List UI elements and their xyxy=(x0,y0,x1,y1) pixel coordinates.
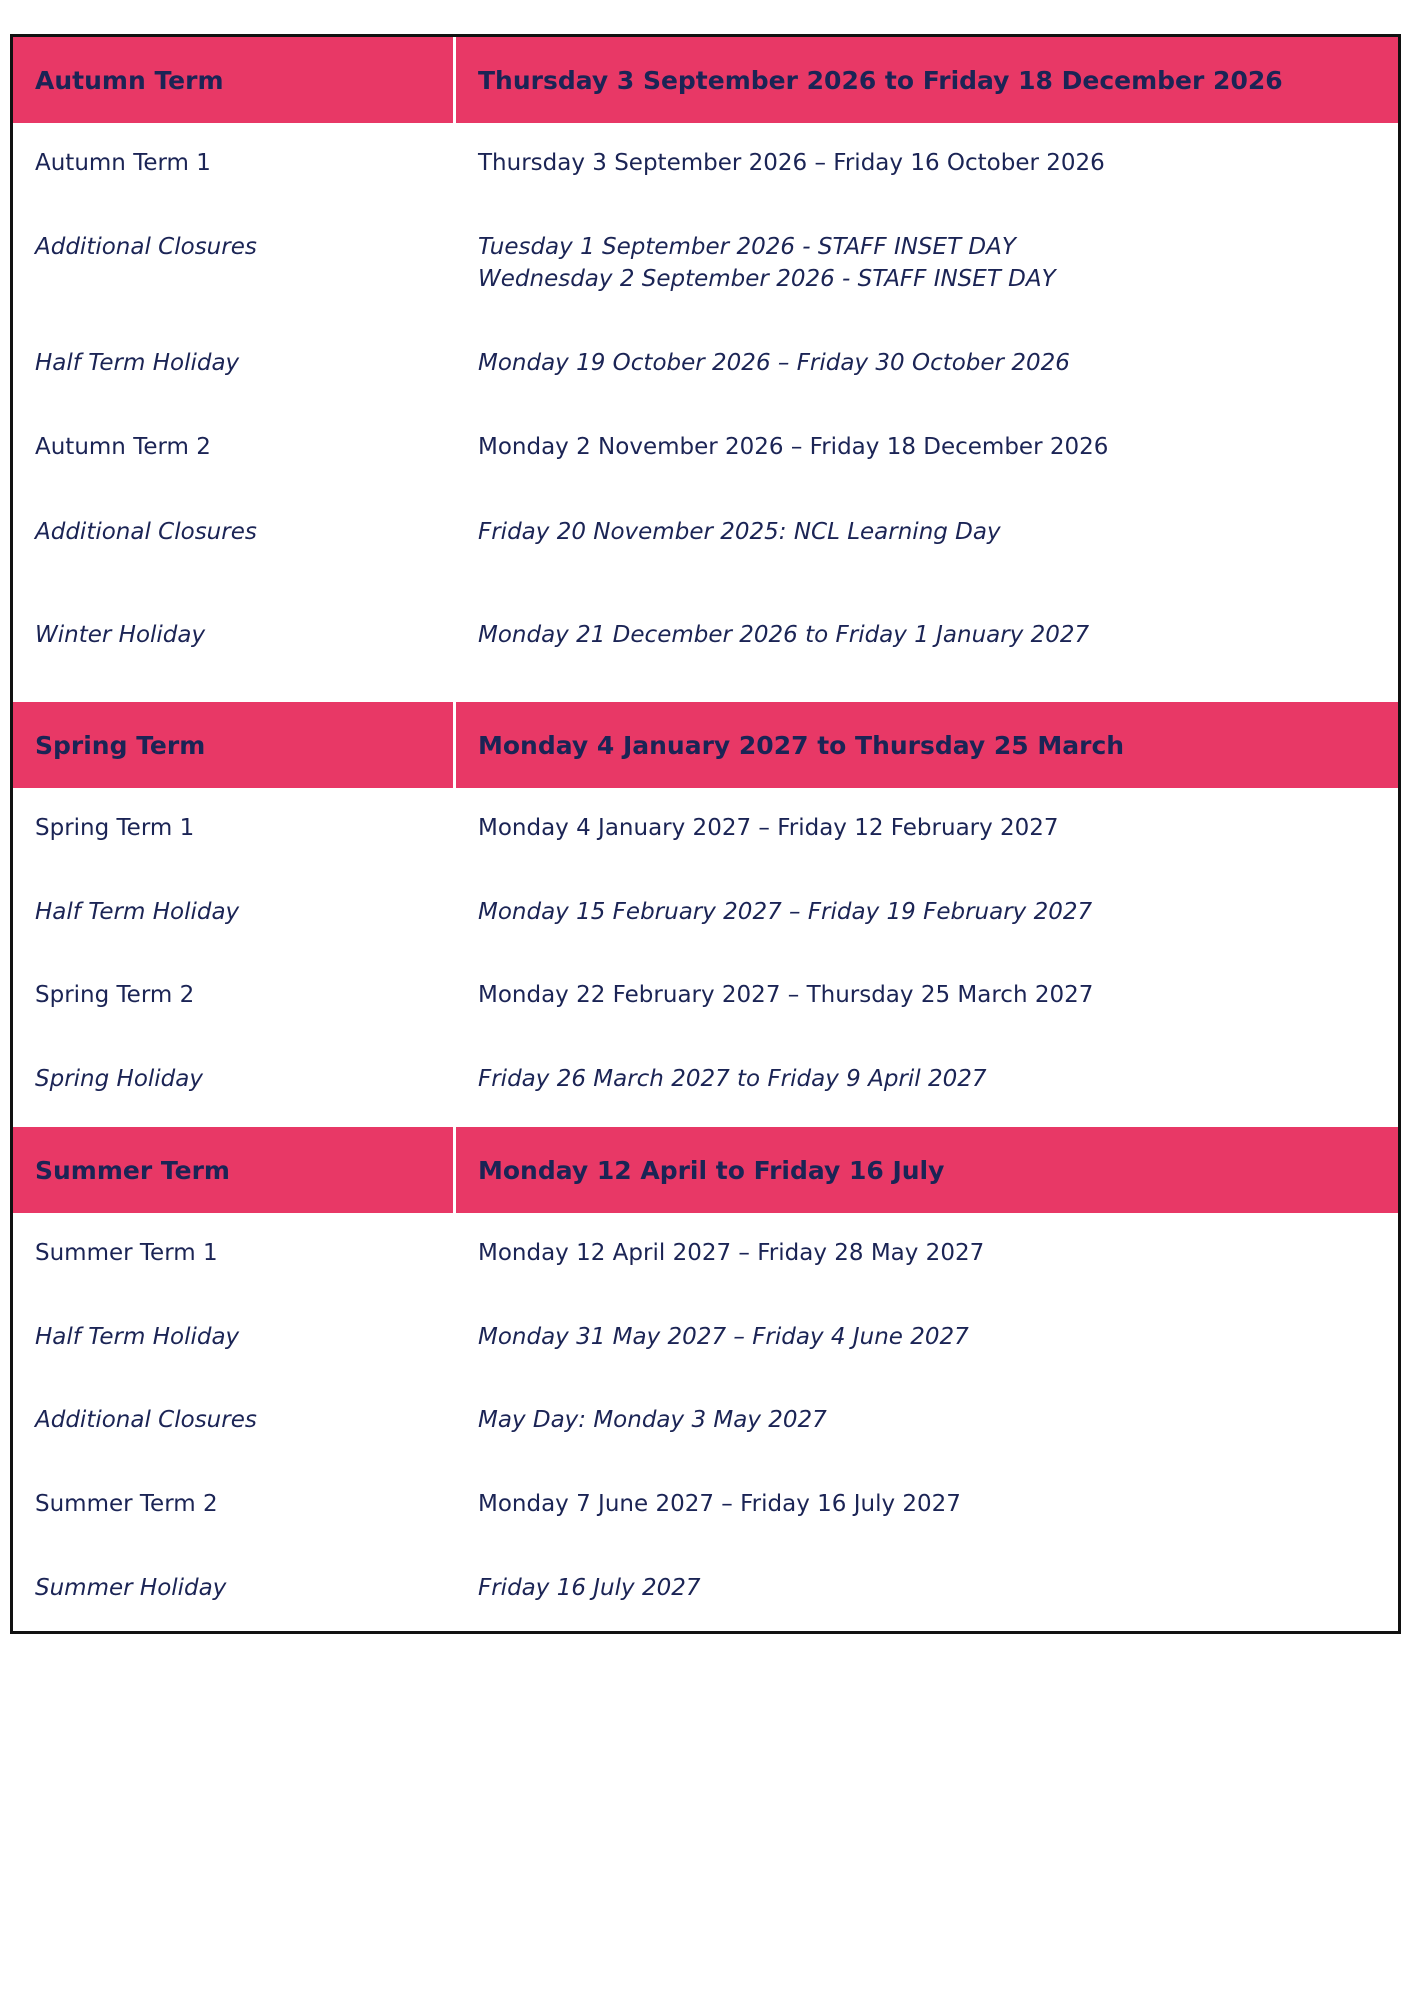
summer-term-title: Summer Term xyxy=(13,1127,453,1213)
summer-term-2-dates: Monday 7 June 2027 – Friday 16 July 2027 xyxy=(478,1491,961,1517)
autumn-term-range: Thursday 3 September 2026 to Friday 18 December 2026 xyxy=(456,37,1398,123)
spring-term-title: Spring Term xyxy=(13,702,453,788)
summer-half-term-label: Half Term Holiday xyxy=(35,1324,240,1350)
summer-term-range: Monday 12 April to Friday 16 July xyxy=(456,1127,1398,1213)
summer-holiday-label: Summer Holiday xyxy=(35,1575,227,1601)
autumn-closures-line-2: Wednesday 2 September 2026 - STAFF INSET DAY xyxy=(478,266,1056,292)
spring-holiday-label: Spring Holiday xyxy=(35,1066,203,1092)
summer-term-2-label: Summer Term 2 xyxy=(35,1491,218,1517)
autumn-term-header xyxy=(13,37,1398,123)
autumn-term-1-label: Autumn Term 1 xyxy=(35,150,211,176)
spring-term-1-dates: Monday 4 January 2027 – Friday 12 February 2027 xyxy=(478,815,1059,841)
summer-term-1-dates: Monday 12 April 2027 – Friday 28 May 2027 xyxy=(478,1240,985,1266)
autumn-term-2-dates: Monday 2 November 2026 – Friday 18 December 2026 xyxy=(478,434,1109,460)
spring-term-1-label: Spring Term 1 xyxy=(35,815,195,841)
winter-holiday-dates: Monday 21 December 2026 to Friday 1 January 2027 xyxy=(478,622,1090,648)
autumn-term-1-dates: Thursday 3 September 2026 – Friday 16 October 2026 xyxy=(478,150,1105,176)
summer-term-header xyxy=(13,1127,1398,1213)
summer-term-1-label: Summer Term 1 xyxy=(35,1240,218,1266)
autumn-closures-line-1: Tuesday 1 September 2026 - STAFF INSET DAY xyxy=(478,234,1016,260)
autumn-closures-2-dates: Friday 20 November 2025: NCL Learning Day xyxy=(478,519,1001,545)
autumn-half-term-label: Half Term Holiday xyxy=(35,350,240,376)
spring-holiday-dates: Friday 26 March 2027 to Friday 9 April 2027 xyxy=(478,1066,987,1092)
autumn-term-title: Autumn Term xyxy=(13,37,453,123)
autumn-half-term-dates: Monday 19 October 2026 – Friday 30 October 2026 xyxy=(478,350,1070,376)
spring-term-2-label: Spring Term 2 xyxy=(35,982,195,1008)
autumn-term-2-label: Autumn Term 2 xyxy=(35,434,211,460)
spring-half-term-label: Half Term Holiday xyxy=(35,899,240,925)
summer-holiday-dates: Friday 16 July 2027 xyxy=(478,1575,701,1601)
spring-term-2-dates: Monday 22 February 2027 – Thursday 25 March 2027 xyxy=(478,982,1094,1008)
autumn-closures-label: Additional Closures xyxy=(35,234,257,260)
spring-term-range: Monday 4 January 2027 to Thursday 25 March xyxy=(456,702,1398,788)
winter-holiday-label: Winter Holiday xyxy=(35,622,206,648)
summer-closures-label: Additional Closures xyxy=(35,1407,257,1433)
summer-half-term-dates: Monday 31 May 2027 – Friday 4 June 2027 xyxy=(478,1324,969,1350)
spring-half-term-dates: Monday 15 February 2027 – Friday 19 February 2027 xyxy=(478,899,1093,925)
summer-closures-dates: May Day: Monday 3 May 2027 xyxy=(478,1407,827,1433)
autumn-closures-2-label: Additional Closures xyxy=(35,519,257,545)
spring-term-header xyxy=(13,702,1398,788)
term-dates-table xyxy=(10,34,1401,1634)
